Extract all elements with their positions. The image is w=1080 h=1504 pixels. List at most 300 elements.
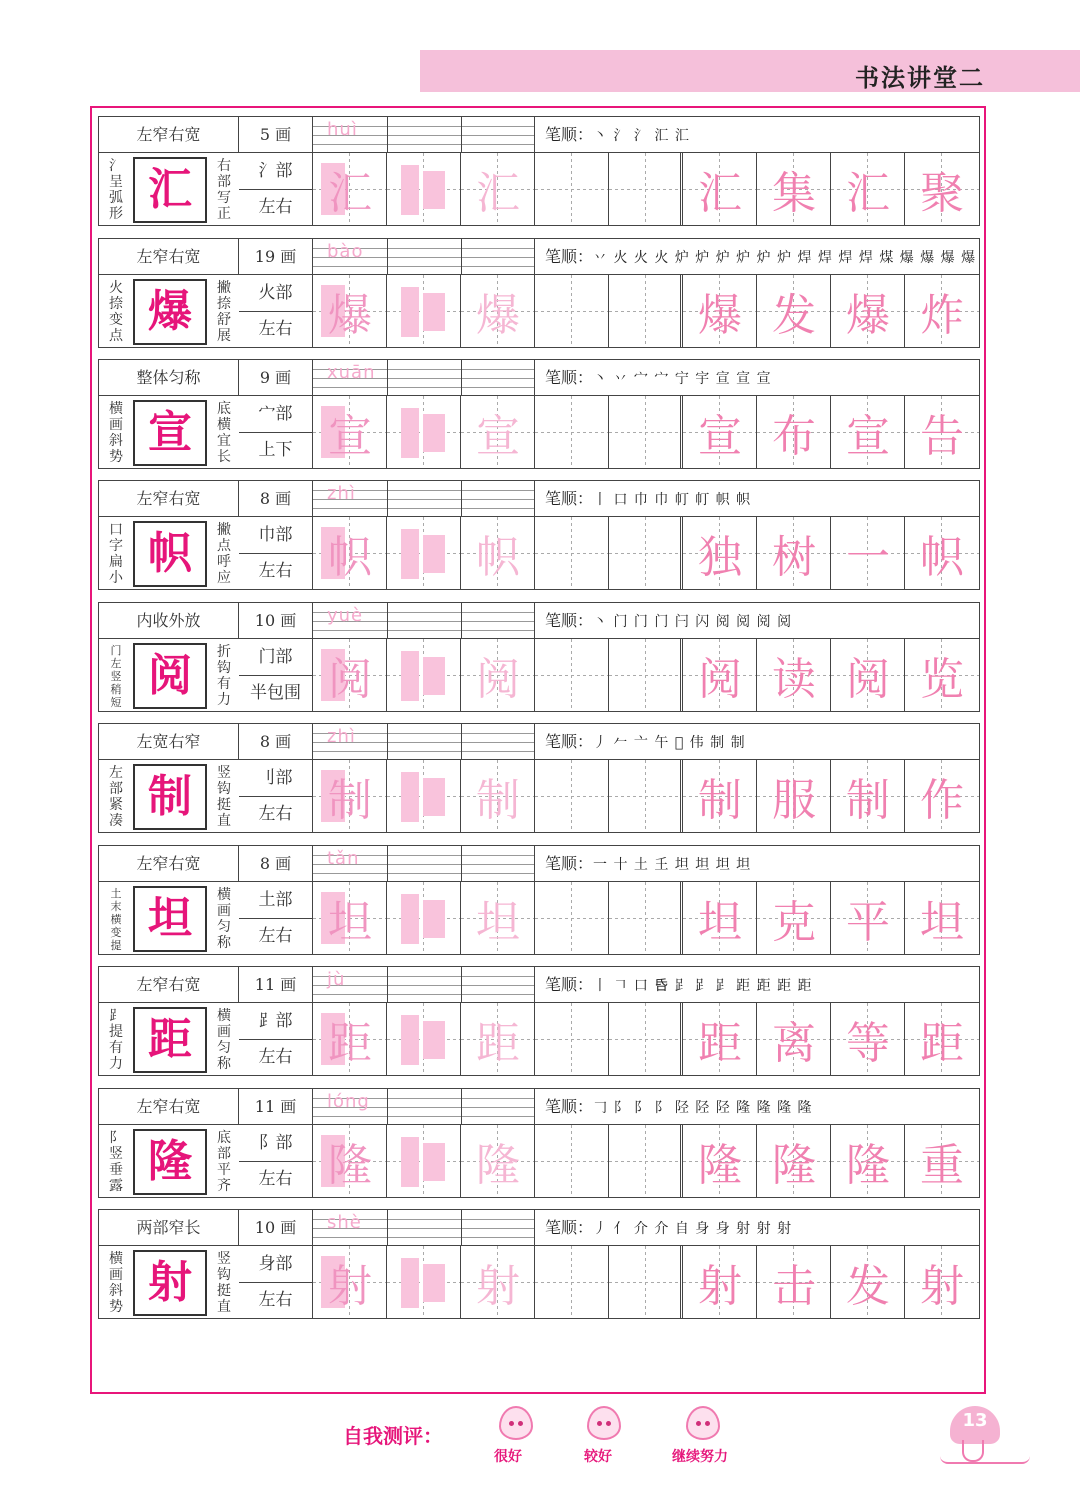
stroke-order-label: 笔顺：	[545, 368, 594, 387]
grid-cell[interactable]	[535, 517, 609, 589]
grid-cell[interactable]	[757, 275, 831, 347]
grid-cell[interactable]	[831, 1003, 905, 1075]
word-character: 阅	[698, 654, 742, 705]
tip-right-char: 捺	[217, 296, 231, 312]
stroke-order-row	[535, 117, 979, 153]
tip-right-char: 底	[217, 1130, 231, 1146]
grid-cell[interactable]	[683, 275, 757, 347]
pinyin-row[interactable]	[313, 1089, 535, 1125]
grid-cell[interactable]	[683, 760, 757, 832]
self-eval-label: 自我测评：	[343, 1424, 443, 1448]
pinyin: bào	[327, 241, 364, 262]
word-character: 帜	[920, 532, 964, 583]
rating-keep-trying[interactable]: 继续努力	[672, 1449, 728, 1465]
grid-cell[interactable]	[313, 639, 387, 711]
page-title: 书法讲堂二	[855, 64, 985, 92]
pinyin: yuè	[327, 605, 364, 626]
tip-left	[103, 1127, 129, 1197]
grid-cell[interactable]	[609, 639, 683, 711]
grid-cell[interactable]	[905, 396, 979, 468]
outline-character: 射	[476, 1261, 520, 1312]
grid-cell[interactable]	[535, 1125, 609, 1197]
grid-cell[interactable]	[905, 760, 979, 832]
grid-cell[interactable]	[683, 396, 757, 468]
stroke-order-sequence: 丶 门 门 门 闩 闪 阅 阅 阅 阅	[593, 614, 793, 630]
word-character: 隆	[698, 1140, 742, 1191]
tip-right-char: 竖	[217, 765, 231, 781]
grid-cell[interactable]	[387, 760, 461, 832]
layout-label: 左右	[239, 312, 313, 347]
word-character: 距	[920, 1018, 964, 1069]
grid-cell[interactable]	[831, 1246, 905, 1318]
tip-left-char: 斜	[109, 1283, 123, 1299]
tip-left	[103, 1005, 129, 1075]
structure-label: 左窄右宽	[99, 481, 239, 517]
tip-right-char: 宜	[217, 433, 231, 449]
word-character: 一	[846, 532, 890, 583]
smile-face-icon[interactable]	[499, 1406, 533, 1440]
grid-cell[interactable]	[461, 882, 535, 954]
grid-cell[interactable]	[387, 1003, 461, 1075]
grid-cell[interactable]	[313, 760, 387, 832]
grid-cell[interactable]	[831, 882, 905, 954]
grid-cell[interactable]	[535, 1003, 609, 1075]
word-character: 平	[846, 897, 890, 948]
pinyin: zhì	[327, 483, 356, 504]
radical-label: 火部	[239, 275, 313, 312]
grid-cell[interactable]	[905, 275, 979, 347]
grid-cell[interactable]	[683, 153, 757, 225]
tip-right-char: 应	[217, 570, 231, 586]
tip-left-char: 火	[109, 280, 123, 296]
grid-cell[interactable]	[683, 639, 757, 711]
character-block	[98, 359, 980, 469]
model-character-box	[133, 157, 207, 223]
writing-grid	[313, 760, 979, 832]
tip-right-char: 长	[217, 449, 231, 465]
writing-grid	[313, 1003, 979, 1075]
stroke-order-label: 笔顺：	[545, 854, 594, 873]
writing-grid	[313, 1246, 979, 1318]
model-character: 制	[148, 771, 192, 822]
model-character: 隆	[148, 1136, 192, 1187]
writing-grid	[313, 639, 979, 711]
tip-right-char: 画	[217, 903, 231, 919]
model-character: 坦	[148, 893, 192, 944]
grid-cell[interactable]	[757, 1125, 831, 1197]
tip-right	[211, 1248, 237, 1318]
grid-cell[interactable]	[757, 760, 831, 832]
right-part-block	[423, 1264, 445, 1302]
tip-right-char: 挺	[217, 1283, 231, 1299]
tip-right-char: 平	[217, 1162, 231, 1178]
left-part-block	[401, 408, 419, 458]
word-character: 射	[920, 1261, 964, 1312]
outline-character: 帜	[476, 532, 520, 583]
grid-cell[interactable]	[461, 760, 535, 832]
layout-label: 左右	[239, 1162, 313, 1197]
grid-cell[interactable]	[535, 639, 609, 711]
stroke-order-sequence: 丨 𠃍 口 𠯑 𧾷 𧾷 𧾷 距 距 距 距	[593, 978, 813, 994]
layout-label: 左右	[239, 190, 313, 225]
outline-character: 坦	[476, 897, 520, 948]
radical-label: 宀部	[239, 396, 313, 433]
grid-cell[interactable]	[683, 1003, 757, 1075]
tip-right-char: 正	[217, 206, 231, 222]
grid-cell[interactable]	[683, 882, 757, 954]
left-part-block	[401, 894, 419, 944]
rating-very-good[interactable]: 很好	[494, 1449, 522, 1465]
stroke-order-label: 笔顺：	[545, 732, 594, 751]
outline-character: 隆	[476, 1140, 520, 1191]
grid-cell[interactable]	[535, 760, 609, 832]
model-character-box	[133, 400, 207, 466]
tip-right	[211, 155, 237, 225]
word-character: 爆	[846, 290, 890, 341]
tip-left-char: 扁	[109, 554, 123, 570]
grid-cell[interactable]	[757, 396, 831, 468]
tip-left-char: 斜	[109, 433, 123, 449]
pinyin-row[interactable]	[313, 117, 535, 153]
neutral-face-icon[interactable]	[587, 1406, 621, 1440]
model-character: 距	[148, 1014, 192, 1065]
stroke-order-label: 笔顺：	[545, 125, 594, 144]
grid-cell[interactable]	[535, 396, 609, 468]
grid-cell[interactable]	[683, 1246, 757, 1318]
tip-right-char: 钩	[217, 660, 231, 676]
rating-good[interactable]: 较好	[584, 1449, 612, 1465]
tip-left-char: 紧	[109, 797, 123, 813]
character-block	[98, 723, 980, 833]
tip-left-char: 横	[109, 1251, 123, 1267]
grid-cell[interactable]	[461, 1125, 535, 1197]
grid-cell[interactable]	[831, 396, 905, 468]
tip-right	[211, 277, 237, 347]
tip-left-char: 提	[110, 938, 122, 952]
tip-left	[103, 884, 129, 954]
stroke-count: 9 画	[239, 360, 313, 396]
grid-cell[interactable]	[609, 760, 683, 832]
grid-cell[interactable]	[831, 1125, 905, 1197]
writing-grid	[313, 882, 979, 954]
stroke-order-row	[535, 724, 979, 760]
grid-cell[interactable]	[387, 517, 461, 589]
model-character: 帜	[148, 528, 192, 579]
tip-left-char: 氵	[109, 158, 123, 174]
grid-cell[interactable]	[683, 517, 757, 589]
tip-left-char: 凑	[109, 813, 123, 829]
word-character: 宣	[846, 411, 890, 462]
grid-cell[interactable]	[831, 153, 905, 225]
grid-cell[interactable]	[831, 760, 905, 832]
stroke-count: 10 画	[239, 603, 313, 639]
tip-right-char: 力	[217, 692, 231, 708]
word-character: 制	[846, 775, 890, 826]
tip-right-char: 匀	[217, 1040, 231, 1056]
tip-left-char: 弧	[109, 190, 123, 206]
grid-cell[interactable]	[905, 517, 979, 589]
tip-left-char: 横	[109, 401, 123, 417]
grid-cell[interactable]	[905, 639, 979, 711]
trace-character: 爆	[328, 290, 372, 341]
right-part-block	[423, 414, 445, 452]
tip-left-char: 部	[109, 781, 123, 797]
grid-cell[interactable]	[387, 275, 461, 347]
grid-cell[interactable]	[461, 517, 535, 589]
tip-left-char: 稍	[110, 682, 122, 696]
grid-cell[interactable]	[535, 275, 609, 347]
grid-cell[interactable]	[757, 639, 831, 711]
left-part-block	[401, 651, 419, 701]
grid-cell[interactable]	[609, 396, 683, 468]
grid-cell[interactable]	[609, 275, 683, 347]
stroke-order-row	[535, 239, 979, 275]
word-character: 制	[698, 775, 742, 826]
pinyin: shè	[327, 1212, 362, 1233]
tip-left-char: 画	[109, 1267, 123, 1283]
radical-label: 阝部	[239, 1125, 313, 1162]
layout-label: 上下	[239, 433, 313, 468]
tip-left-char: 露	[109, 1178, 123, 1194]
grid-cell[interactable]	[313, 882, 387, 954]
radical-label: 氵部	[239, 153, 313, 190]
grid-cell[interactable]	[831, 639, 905, 711]
grid-cell[interactable]	[757, 882, 831, 954]
radical-label: 刂部	[239, 760, 313, 797]
left-part-block	[401, 1258, 419, 1308]
model-character-box	[133, 1129, 207, 1195]
pinyin-row[interactable]	[313, 1210, 535, 1246]
word-character: 等	[846, 1018, 890, 1069]
grid-cell[interactable]	[905, 1246, 979, 1318]
structure-label: 左窄右宽	[99, 846, 239, 882]
left-part-block	[401, 1137, 419, 1187]
radical-label: 身部	[239, 1246, 313, 1283]
grid-cell[interactable]	[609, 1003, 683, 1075]
writing-grid	[313, 275, 979, 347]
character-block	[98, 602, 980, 712]
tip-right-char: 有	[217, 676, 231, 692]
tip-left-char: 力	[109, 1056, 123, 1072]
tip-right-char: 底	[217, 401, 231, 417]
grid-cell[interactable]	[905, 153, 979, 225]
word-character: 集	[772, 168, 816, 219]
word-character: 服	[772, 775, 816, 826]
grid-cell[interactable]	[683, 1125, 757, 1197]
trace-character: 坦	[328, 897, 372, 948]
model-character: 阅	[148, 650, 192, 701]
outline-character: 阅	[476, 654, 520, 705]
tip-right-char: 钩	[217, 1267, 231, 1283]
grid-cell[interactable]	[535, 882, 609, 954]
tip-left-char: 变	[110, 925, 122, 939]
tip-left-char: 竖	[110, 669, 122, 683]
grid-cell[interactable]	[905, 882, 979, 954]
tip-right-char: 竖	[217, 1251, 231, 1267]
model-character-box	[133, 521, 207, 587]
grid-cell[interactable]	[609, 153, 683, 225]
grid-cell[interactable]	[313, 1246, 387, 1318]
tip-left-char: 势	[109, 1299, 123, 1315]
grid-cell[interactable]	[313, 1125, 387, 1197]
trace-character: 距	[328, 1018, 372, 1069]
grid-cell[interactable]	[757, 153, 831, 225]
character-block	[98, 966, 980, 1076]
grid-cell[interactable]	[313, 1003, 387, 1075]
tip-right-char: 横	[217, 417, 231, 433]
pinyin-row[interactable]	[313, 967, 535, 1003]
structure-label: 左宽右窄	[99, 724, 239, 760]
writing-grid	[313, 396, 979, 468]
grid-cell[interactable]	[831, 275, 905, 347]
tip-left	[103, 277, 129, 347]
tip-right-char: 横	[217, 887, 231, 903]
stroke-order-sequence: 丨 口 巾 巾 帄 帄 帜 帜	[593, 492, 752, 508]
model-character-box	[133, 1007, 207, 1073]
right-part-block	[423, 535, 445, 573]
stroke-count: 19 画	[239, 239, 313, 275]
tip-left	[103, 762, 129, 832]
pinyin-row[interactable]	[313, 603, 535, 639]
right-part-block	[423, 171, 445, 209]
tip-right-char: 匀	[217, 919, 231, 935]
tip-left-char: 末	[110, 899, 122, 913]
tip-left-char: 土	[110, 886, 122, 900]
grid-cell[interactable]	[461, 275, 535, 347]
tip-right	[211, 1127, 237, 1197]
stroke-order-label: 笔顺：	[545, 611, 594, 630]
model-character: 宣	[148, 407, 192, 458]
stroke-count: 5 画	[239, 117, 313, 153]
trace-character: 阅	[328, 654, 372, 705]
grid-cell[interactable]	[313, 275, 387, 347]
pinyin-row[interactable]	[313, 846, 535, 882]
structure-label: 两部窄长	[99, 1210, 239, 1246]
grid-cell[interactable]	[461, 639, 535, 711]
word-character: 汇	[698, 168, 742, 219]
grid-cell[interactable]	[461, 396, 535, 468]
tip-right-char: 点	[217, 538, 231, 554]
stroke-count: 10 画	[239, 1210, 313, 1246]
tip-left	[103, 519, 129, 589]
tip-right-char: 钩	[217, 781, 231, 797]
grid-cell[interactable]	[387, 1125, 461, 1197]
writing-grid	[313, 153, 979, 225]
tip-left	[103, 155, 129, 225]
tip-left-char: 势	[109, 449, 123, 465]
sad-face-icon[interactable]	[686, 1406, 720, 1440]
pinyin-row[interactable]	[313, 239, 535, 275]
left-part-block	[401, 1015, 419, 1065]
word-character: 射	[698, 1261, 742, 1312]
grid-cell[interactable]	[313, 396, 387, 468]
stroke-order-row	[535, 1210, 979, 1246]
grid-cell[interactable]	[313, 517, 387, 589]
trace-character: 隆	[328, 1140, 372, 1191]
grid-cell[interactable]	[461, 153, 535, 225]
grid-cell[interactable]	[535, 1246, 609, 1318]
outline-character: 制	[476, 775, 520, 826]
structure-label: 左窄右宽	[99, 967, 239, 1003]
word-character: 宣	[698, 411, 742, 462]
tip-left-char: 捺	[109, 296, 123, 312]
grid-cell[interactable]	[609, 882, 683, 954]
left-part-block	[401, 165, 419, 215]
stroke-order-label: 笔顺：	[545, 1218, 594, 1237]
pinyin-row[interactable]	[313, 360, 535, 396]
tip-right-char: 部	[217, 174, 231, 190]
tip-left	[103, 398, 129, 468]
stroke-order-row	[535, 1089, 979, 1125]
tip-right-char: 挺	[217, 797, 231, 813]
stroke-order-sequence: 丶 丷 宀 宀 宁 宇 宣 宣 宣	[593, 371, 772, 387]
grid-cell[interactable]	[461, 1003, 535, 1075]
tip-left-char: 左	[109, 765, 123, 781]
grid-cell[interactable]	[609, 1246, 683, 1318]
word-character: 坦	[698, 897, 742, 948]
grid-cell[interactable]	[905, 1003, 979, 1075]
grid-cell[interactable]	[387, 396, 461, 468]
grid-cell[interactable]	[535, 153, 609, 225]
tip-left-char: 小	[109, 570, 123, 586]
right-part-block	[423, 778, 445, 816]
structure-label: 内收外放	[99, 603, 239, 639]
tip-left-char: 门	[110, 643, 122, 657]
tip-right-char: 直	[217, 1299, 231, 1315]
grid-cell[interactable]	[387, 1246, 461, 1318]
tip-left-char: 口	[109, 522, 123, 538]
grid-cell[interactable]	[757, 517, 831, 589]
grid-cell[interactable]	[387, 639, 461, 711]
word-character: 发	[846, 1261, 890, 1312]
stroke-count: 8 画	[239, 481, 313, 517]
grid-cell[interactable]	[609, 1125, 683, 1197]
grid-cell[interactable]	[609, 517, 683, 589]
tip-left-char: 点	[109, 328, 123, 344]
character-block	[98, 116, 980, 226]
stroke-order-label: 笔顺：	[545, 975, 594, 994]
grid-cell[interactable]	[387, 153, 461, 225]
grid-cell[interactable]	[387, 882, 461, 954]
pinyin-row[interactable]	[313, 481, 535, 517]
word-character: 布	[772, 411, 816, 462]
writing-grid	[313, 517, 979, 589]
grid-cell[interactable]	[757, 1003, 831, 1075]
grid-cell[interactable]	[313, 153, 387, 225]
structure-label: 整体匀称	[99, 360, 239, 396]
model-character: 射	[148, 1257, 192, 1308]
word-character: 汇	[846, 168, 890, 219]
tip-right	[211, 398, 237, 468]
stroke-order-sequence: 一 十 土 𡈼 坦 坦 坦 坦	[593, 857, 752, 873]
grid-cell[interactable]	[461, 1246, 535, 1318]
grid-cell[interactable]	[757, 1246, 831, 1318]
pinyin: xuān	[327, 362, 376, 383]
stroke-order-row	[535, 360, 979, 396]
grid-cell[interactable]	[905, 1125, 979, 1197]
character-block	[98, 1088, 980, 1198]
stroke-order-label: 笔顺：	[545, 489, 594, 508]
trace-character: 制	[328, 775, 372, 826]
tip-right	[211, 519, 237, 589]
tip-right-char: 部	[217, 1146, 231, 1162]
grid-cell[interactable]	[831, 517, 905, 589]
stroke-order-row	[535, 481, 979, 517]
tip-left-char: ⻊	[109, 1008, 123, 1024]
tip-right	[211, 1005, 237, 1075]
trace-character: 射	[328, 1261, 372, 1312]
pinyin-row[interactable]	[313, 724, 535, 760]
